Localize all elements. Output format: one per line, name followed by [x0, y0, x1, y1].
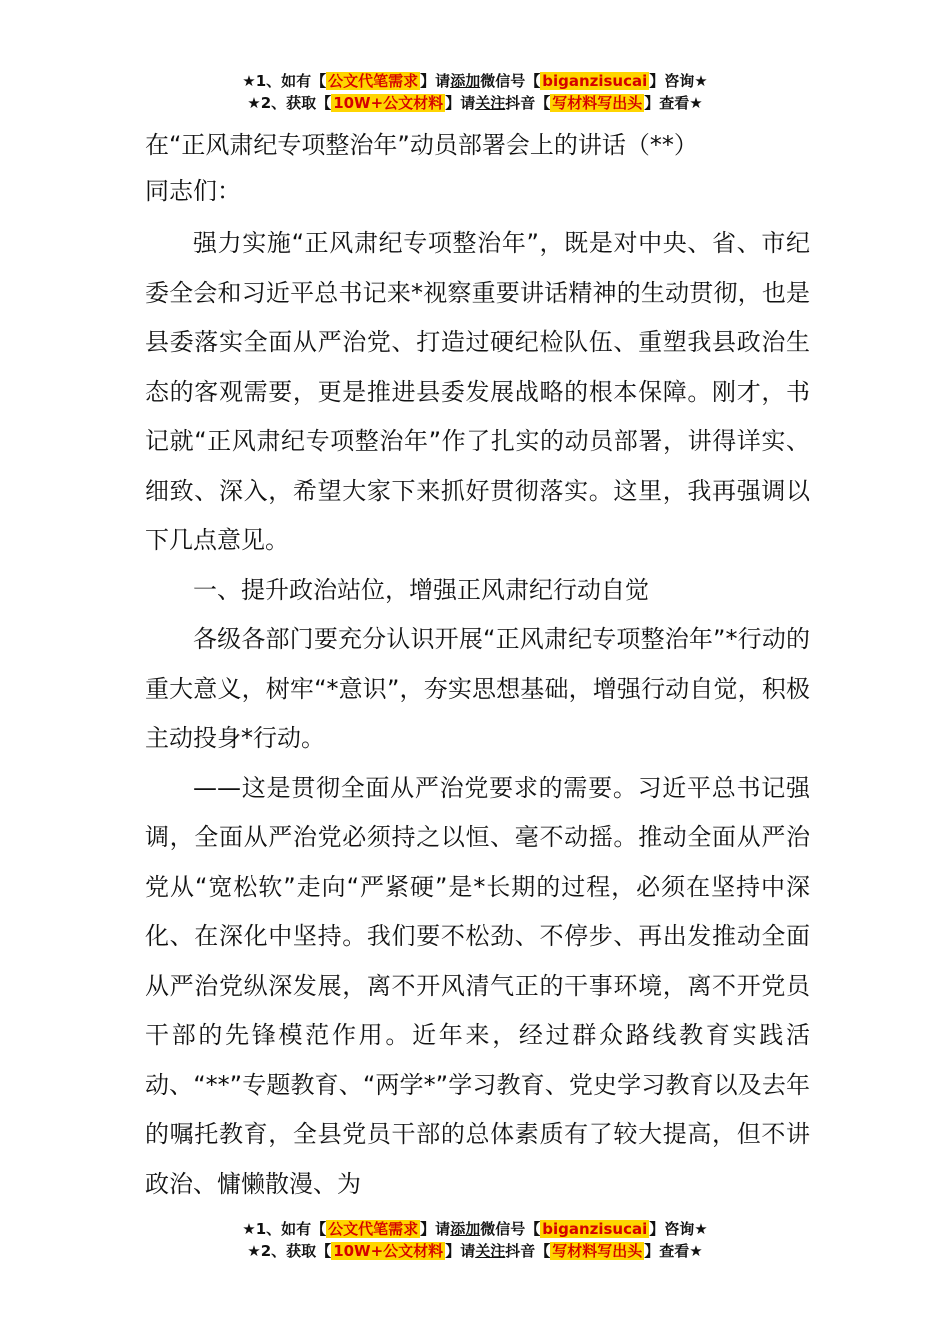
- banner-underlined: 关注: [475, 94, 506, 112]
- banner-text: 抖音【: [505, 94, 551, 112]
- banner-text: 】请: [445, 94, 476, 112]
- banner-text: 】咨询★: [649, 1220, 708, 1238]
- header-banner: [0, 70, 950, 114]
- banner-text: 】查看★: [644, 94, 703, 112]
- banner-text: 】请: [420, 1220, 451, 1238]
- document-body: [145, 125, 810, 1209]
- salutation: 同志们：: [145, 177, 241, 205]
- banner-line-1: [0, 70, 950, 92]
- banner-highlight: 10W+公文材料: [333, 94, 444, 112]
- banner-text: 】查看★: [644, 1242, 703, 1260]
- banner-text: ★2、获取【: [247, 94, 332, 112]
- banner-highlight: biganzisucai: [542, 72, 648, 90]
- banner-highlight: 10W+公文材料: [333, 1242, 444, 1260]
- banner-text: 】请: [420, 72, 451, 90]
- banner-underlined: 添加: [450, 1220, 481, 1238]
- paragraph: ——这是贯彻全面从严治党要求的需要。习近平总书记强调，全面从严治党必须持之以恒、毫不动摇。推动全面从严治党从“宽松软”走向“严紧硬”是*长期的过程，必须在坚持中深化、在深化中坚持。我们要不松劲、不停步、再出发推动全面从严治党纵深发展，离不开风清气正的干事环境，离不开党员干部的先锋模范作用。近年来，经过群众路线教育实践活动、“**”专题教育、“两学*”学习教育、党史学习教育以及去年的嘱托教育，全县党员干部的总体素质有了较大提高，但不讲政治、慵懒散漫、为: [145, 773, 810, 1198]
- paragraph: 各级各部门要充分认识开展“正风肃纪专项整治年”*行动的重大意义，树牢“*意识”，夯实思想基础，增强行动自觉，积极主动投身*行动。: [145, 625, 810, 752]
- banner-text: 】请: [445, 1242, 476, 1260]
- banner-text: ★1、如有【: [242, 1220, 327, 1238]
- banner-line-2: [0, 92, 950, 114]
- document-title: 在“正风肃纪专项整治年”动员部署会上的讲话（**）: [145, 131, 698, 159]
- paragraph: 强力实施“正风肃纪专项整治年”，既是对中央、省、市纪委全会和习近平总书记来*视察重要讲话精神的生动贯彻，也是县委落实全面从严治党、打造过硬纪检队伍、重塑我县政治生态的客观需要，更是推进县委发展战略的根本保障。刚才，书记就“正风肃纪专项整治年”作了扎实的动员部署，讲得详实、细致、深入，希望大家下来抓好贯彻落实。这里，我再强调以下几点意见。: [145, 229, 810, 554]
- banner-highlight: 公文代笔需求: [328, 72, 419, 90]
- banner-highlight: biganzisucai: [542, 1220, 648, 1238]
- banner-text: 抖音【: [505, 1242, 551, 1260]
- banner-underlined: 关注: [475, 1242, 506, 1260]
- banner-line-1: [0, 1218, 950, 1240]
- banner-line-2: [0, 1240, 950, 1262]
- banner-text: 】咨询★: [649, 72, 708, 90]
- section-heading: 一、提升政治站位，增强正风肃纪行动自觉: [193, 575, 649, 604]
- banner-underlined: 添加: [450, 72, 481, 90]
- banner-highlight: 公文代笔需求: [328, 1220, 419, 1238]
- banner-highlight: 写材料写出头: [552, 94, 643, 112]
- footer-banner: [0, 1218, 950, 1262]
- banner-text: ★2、获取【: [247, 1242, 332, 1260]
- banner-text: 微信号【: [480, 72, 541, 90]
- banner-text: 微信号【: [480, 1220, 541, 1238]
- banner-highlight: 写材料写出头: [552, 1242, 643, 1260]
- banner-text: ★1、如有【: [242, 72, 327, 90]
